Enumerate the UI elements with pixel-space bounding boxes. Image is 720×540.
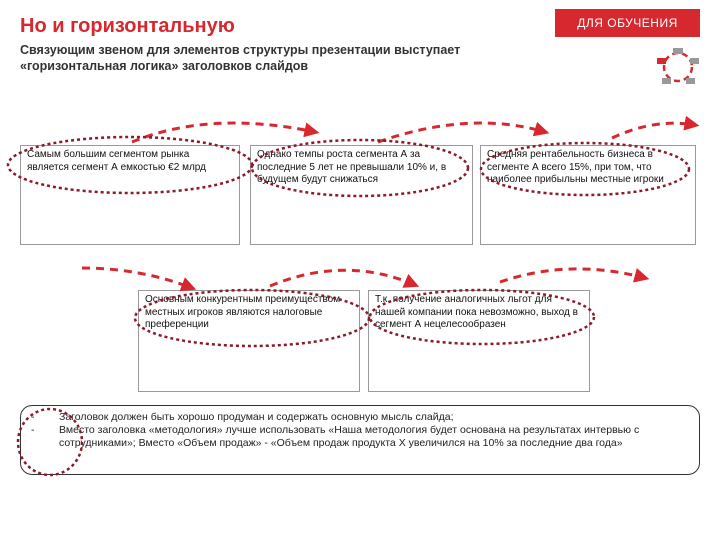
statement-text-1: Самым большим сегментом рынка является сегмент А емкостью €2 млрд (27, 149, 206, 173)
arrow-top-3 (612, 123, 695, 138)
arrow-mid-1 (82, 268, 192, 288)
arrow-top-1 (132, 123, 315, 142)
statement-box-1 (20, 145, 240, 245)
statement-box-2 (250, 145, 473, 245)
statement-text-3: Средняя рентабельность бизнеса в сегменте А всего 15%, при том, что наиболее прибыльны местные игроки (487, 149, 664, 185)
arrow-top-2 (378, 123, 545, 142)
slide-title: Но и горизонтальную (20, 15, 235, 37)
arrow-mid-3 (500, 269, 645, 282)
statement-box-4 (138, 290, 360, 392)
note-bullet: - (31, 424, 35, 436)
arrow-mid-2 (270, 270, 415, 286)
notes-box (20, 405, 700, 475)
note-item (31, 411, 689, 424)
note-text: Вместо заголовка «методология» лучше использовать «Наша методология будет основана на результатах интервью с сотрудниками»; Вместо «Объем продаж» - «Объем продаж продукта Х увеличился на 10% за последние два года» (59, 424, 640, 449)
slide-subtitle: Связующим звеном для элементов структуры презентации выступает «горизонтальная логика» заголовков слайдов (20, 43, 461, 73)
note-text: Заголовок должен быть хорошо продуман и содержать основную мысль слайда; (59, 411, 454, 423)
training-badge: ДЛЯ ОБУЧЕНИЯ (555, 9, 700, 37)
statement-text-4: Основным конкурентным преимуществом местных игроков являются налоговые преференции (145, 294, 341, 330)
statement-text-2: Однако темпы роста сегмента А за последние 5 лет не превышали 10% и, в будущем будут снижаться (257, 149, 447, 185)
cycle-logo-icon (656, 46, 700, 88)
statement-text-5: Т.к. получение аналогичных льгот для нашей компании пока невозможно, выход в сегмент А нецелесообразен (375, 294, 578, 330)
statement-box-5 (368, 290, 590, 392)
note-bullet: - (31, 411, 35, 423)
note-item (31, 424, 689, 450)
statement-box-3 (480, 145, 696, 245)
